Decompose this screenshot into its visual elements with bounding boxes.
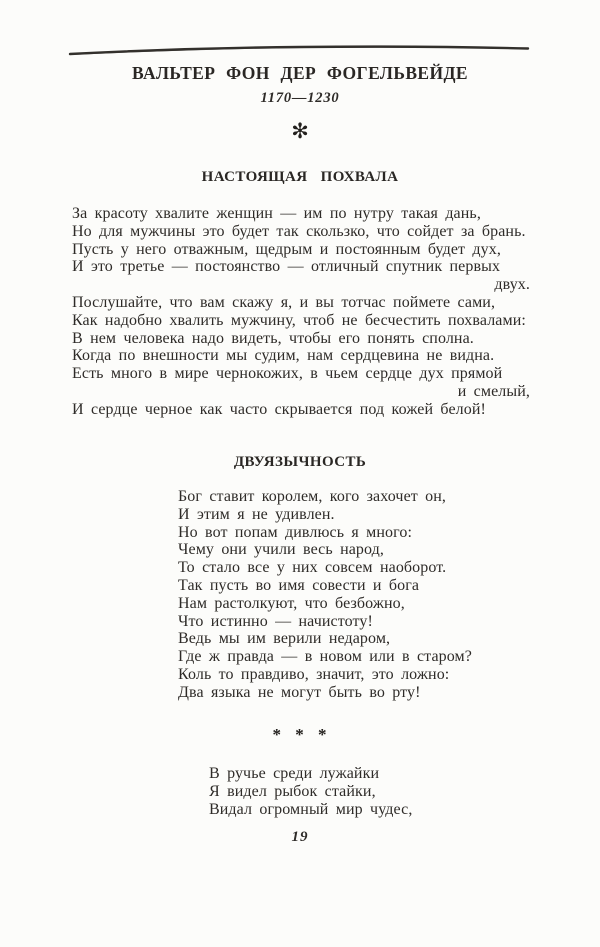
poem-line: И сердце черное как часто скрывается под кожей белой! xyxy=(72,400,486,418)
page-number: 19 xyxy=(291,829,309,845)
poem-title-dvuyazychnost: ДВУЯЗЫЧНОСТЬ xyxy=(233,454,367,470)
poem-line-hanging: и смелый, xyxy=(457,382,530,400)
poem-line: Пусть у него отважным, щедрым и постоянным будет дух, xyxy=(72,240,501,258)
poem-line: Чему они учили весь народ, xyxy=(178,541,385,559)
poem-line: Есть много в мире чернокожих, в чьем сердце дух прямой xyxy=(72,365,503,383)
poem-line: В ручье среди лужайки xyxy=(209,765,380,782)
poem-line: Так пусть во имя совести и бога xyxy=(178,576,420,594)
section-ornament-icon: ✻ xyxy=(291,119,309,143)
poem-line: В нем человека надо видеть, чтобы его понять сполна. xyxy=(72,329,474,347)
poem-line: Бог ставит королем, кого захочет он, xyxy=(178,488,447,505)
asterisk-separator: * * * xyxy=(272,725,328,744)
poem-dvuyazychnost xyxy=(178,488,508,702)
poem-line: И этим я не удивлен. xyxy=(178,505,335,523)
poem-line: Послушайте, что вам скажу я, и вы тотчас поймете сами, xyxy=(72,293,496,311)
poem-line: То стало все у них совсем наоборот. xyxy=(178,559,447,577)
poem-line: Ведь мы им верили недаром, xyxy=(178,630,391,648)
poem-line: Коль то правдиво, значит, это ложно: xyxy=(178,665,450,683)
poem-line: Два языка не могут быть во рту! xyxy=(178,683,421,701)
decorative-top-rule xyxy=(64,40,534,62)
author-name: ВАЛЬТЕР ФОН ДЕР ФОГЕЛЬВЕЙДЕ xyxy=(131,63,469,83)
poem-line: И это третье — постоянство — отличный спутник первых xyxy=(72,258,501,276)
poem-line: Но для мужчины это будет так скользко, что сойдет за брань. xyxy=(72,222,526,240)
poem-line-hanging: двух. xyxy=(494,276,530,294)
poem-line: Когда по внешности мы судим, нам сердцевина не видна. xyxy=(72,347,495,365)
poem-line: Но вот попам дивлюсь я много: xyxy=(178,523,413,541)
poem-line: Как надобно хвалить мужчину, чтоб не бесчестить похвалами: xyxy=(72,311,526,329)
hand-drawn-rule-icon xyxy=(64,40,534,62)
author-years: 1170—1230 xyxy=(260,90,340,106)
poem-line: Где ж правда — в новом или в старом? xyxy=(178,648,472,666)
poem-title-nastoyashchaya-pokhvala: НАСТОЯЩАЯ ПОХВАЛА xyxy=(201,169,399,185)
poem-line: Я видел рыбок стайки, xyxy=(209,782,376,800)
poem-line: Что истинно — начистоту! xyxy=(178,612,373,630)
poem-line: За красоту хвалите женщин — им по нутру такая дань, xyxy=(72,205,481,222)
poem-line: Видал огромный мир чудес, xyxy=(209,800,413,818)
poem-nastoyashchaya-pokhvala xyxy=(72,205,530,419)
poem-untitled xyxy=(209,765,509,818)
poem-line: Нам растолкуют, что безбожно, xyxy=(178,594,405,612)
